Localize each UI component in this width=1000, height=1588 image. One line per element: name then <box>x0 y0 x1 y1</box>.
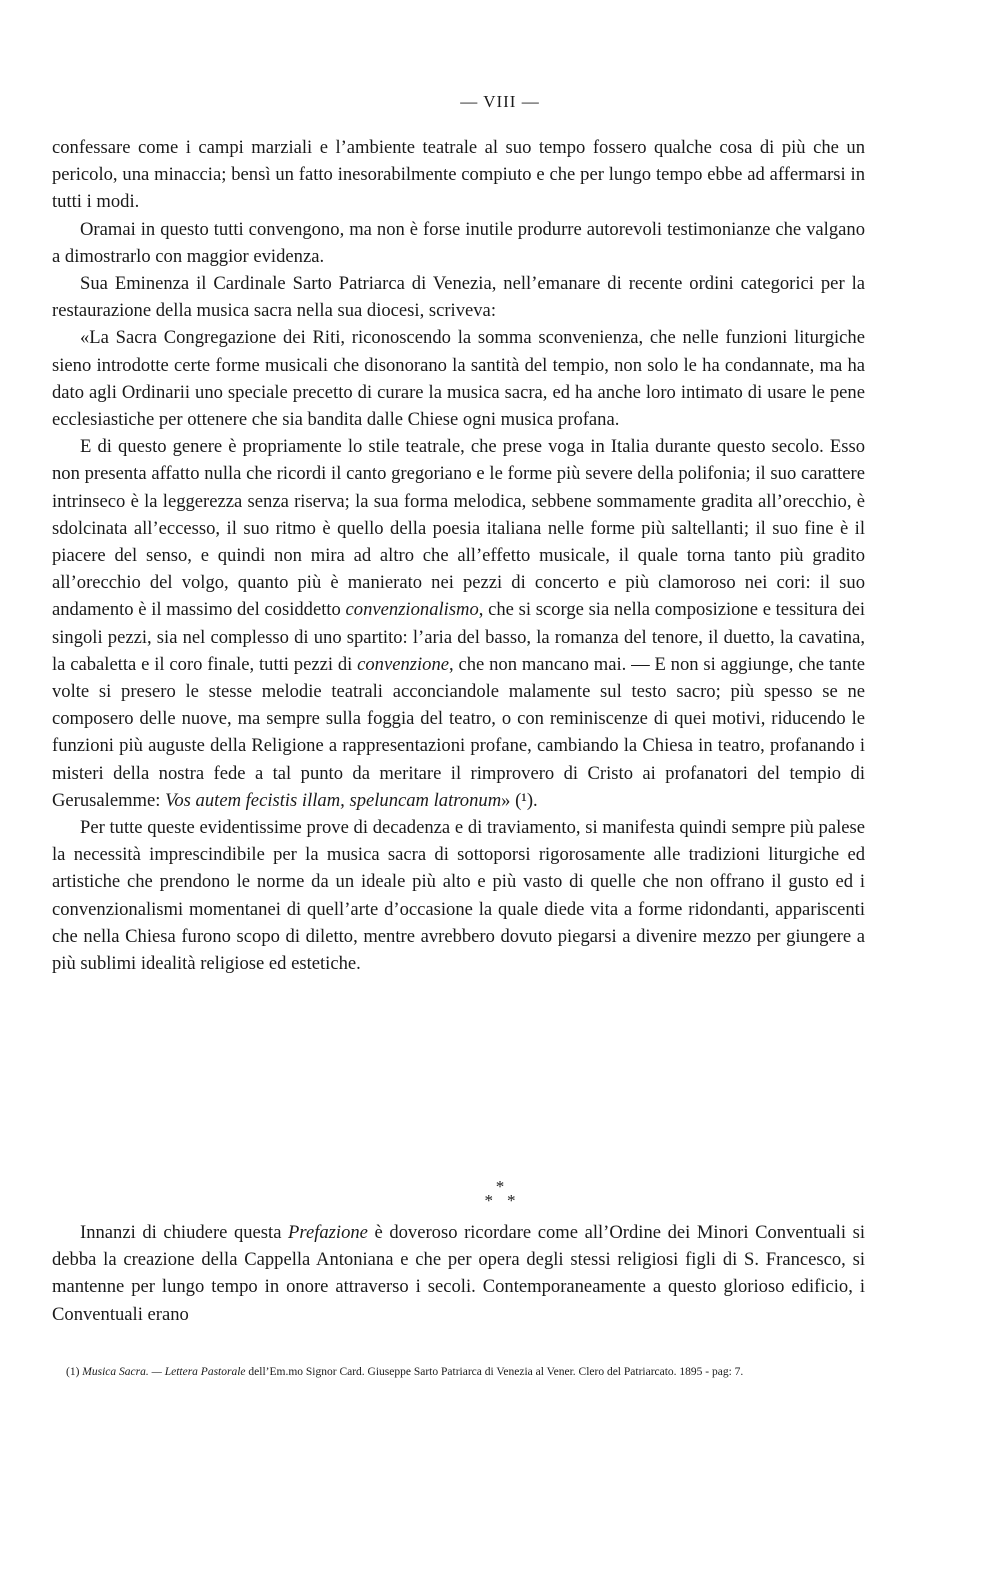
paragraph <box>52 1219 865 1328</box>
text-run: E di questo genere è propriamente lo stile teatrale, che prese voga in Italia durante questo secolo. Esso non presenta affatto nulla che ricordi il canto gregoriano e le forme più severe della polifonia; il suo carattere intrinseco è la leggerezza senza riserva; la sua forma melodica, sebbene sommamente gradita all’orecchio, è sdolcinata all’eccesso, il suo ritmo è quello della poesia italiana nelle forme più saltellanti; il suo fine è il piacere del senso, e quindi non mira ad altro che all’effetto musicale, il quale torna tanto più gradito all’orecchio del volgo, quanto più è manierato nei pezzi di concerto e più clamoroso nei cori: il suo andamento è il massimo del cosiddetto <box>52 436 865 621</box>
text-run: , che non mancano mai. — E non si aggiunge, che tante volte si presero le stesse melodie teatrali acconciandole malamente sul testo sacro; più spesso se ne composero delle nuove, ma sempre sulla foggia del teatro, o con reminiscenze di quei motivi, riducendo le funzioni più auguste della Religione a rappresentazioni profane, cambiando la Chiesa in teatro, profanando i misteri della nostra fede a tal punto da meritare il rimprovero di Cristo ai profanatori del tempio di Gerusalemme: <box>52 653 865 811</box>
paragraph: confessare come i campi marziali e l’ambiente teatrale al suo tempo fossero qualche cosa di più che un pericolo, una minaccia; bensì un fatto inesorabilmente compiuto e che per lungo tempo ebbe ad affermarsi in tutti i modi. <box>52 137 865 213</box>
asterism-bottom: ** <box>484 1191 530 1210</box>
asterism-top: * <box>495 1177 505 1196</box>
footnote-citation: dell’Em.mo Signor Card. Giuseppe Sarto Patriarca di Venezia al Vener. Clero del Patriarcato. 1895 - pag: 7. <box>245 1366 744 1378</box>
italic-term: Prefazione <box>288 1222 368 1243</box>
footnote-text <box>52 1364 865 1381</box>
text-run: è doveroso ricordare come all’Ordine dei Minori Conventuali si debba la creazione della Cappella Antoniana e che per opera degli stessi religiosi figli di S. Francesco, si mantenne per lungo tempo in onore attraverso i secoli. Contemporaneamente a questo glorioso edificio, i Conventuali erano <box>52 1222 865 1325</box>
paragraph: Sua Eminenza il Cardinale Sarto Patriarca di Venezia, nell’emanare di recente ordini categorici per la restaurazione della musica sacra nella sua diocesi, scriveva: <box>52 273 865 322</box>
paragraph: Per tutte queste evidentissime prove di decadenza e di traviamento, si manifesta quindi sempre più palese la necessità imprescindibile per la musica sacra di sottoporsi rigorosamente alle tradizioni liturgiche ed artistiche che prendono le norme da un ideale più alto e più vasto di quelle che non offrano il gusto ed i convenzionalismi momentanei di quell’arte d’occasione la quale diede vita a forme ridondanti, appariscenti che nella Chiesa furono scopo di diletto, mentre avrebbero dovuto piegarsi a divenire mezzo per giungere a più sublimi idealità religiose ed estetiche. <box>52 817 865 975</box>
text-run: » (¹). <box>501 789 538 811</box>
quotation-paragraph <box>52 433 865 814</box>
footnote-title: Musica Sacra. — Lettera Pastorale <box>82 1366 246 1378</box>
footnote <box>52 1364 865 1381</box>
italic-term: convenzione <box>357 653 450 675</box>
italic-term: convenzionalismo <box>345 599 479 621</box>
asterism-divider <box>0 1177 1000 1210</box>
paragraph: Oramai in questo tutti convengono, ma non è forse inutile produrre autorevoli testimonianze che valgano a dimostrarlo con maggior evidenza. <box>52 218 865 267</box>
main-text <box>52 134 865 977</box>
latin-quotation: Vos autem fecistis illam, speluncam latronum <box>165 789 502 811</box>
footnote-mark: (1) <box>66 1366 83 1378</box>
quotation-paragraph: «La Sacra Congregazione dei Riti, riconoscendo la somma sconvenienza, che nelle funzioni liturgiche sieno introdotte certe forme musicali che disonorano la santità del tempio, non solo le ha condannate, ma ha dato agli Ordinarii uno speciale precetto di curare la musica sacra, ed ha anche loro intimato di usare le pene ecclesiastiche per ottenere che sia bandita dalle Chiese ogni musica profana. <box>52 327 865 431</box>
text-run: , che si scorge sia nella composizione e tessitura dei singoli pezzi, sia nel complesso di uno spartito: l’aria del basso, la romanza del tenore, il duetto, la cavatina, la cabaletta e il coro finale, tutti pezzi di <box>52 599 866 675</box>
section-text <box>52 1219 865 1328</box>
text-run: Innanzi di chiudere questa <box>80 1222 289 1243</box>
page-number: — VIII — <box>460 92 540 111</box>
